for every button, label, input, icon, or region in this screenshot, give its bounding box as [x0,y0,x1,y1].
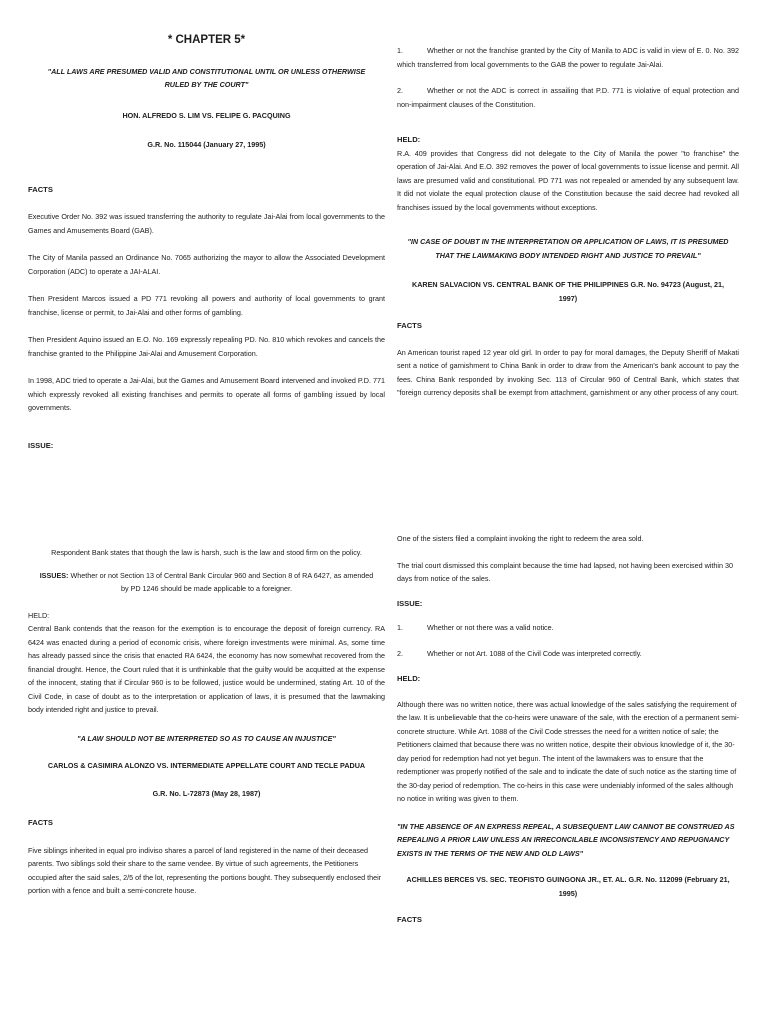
paragraph: In 1998, ADC tried to operate a Jai-Alai, but the Games and Amusement Board intervened and invoked P.D. 771 which expressly revoked all existing franchises and permits to operate all forms of gambling issued by local governments. [28,376,385,412]
held-heading: HELD: [28,610,50,620]
issue-number: 1. [397,46,403,55]
facts-heading: FACTS [28,818,53,827]
page-top-left [28,34,385,452]
case-title: ACHILLES BERCES VS. SEC. TEOFISTO GUINGONA JR., ET. AL. G.R. No. 112099 (February 21, 1995) [406,875,730,898]
paragraph: Then President Aquino issued an E.O. No. 169 expressly repealing PD. No. 810 which revokes and cancels the franchise granted to the Philippine Jai-Alai and Amusement Corporation. [28,335,385,358]
paragraph: Then President Marcos issued a PD 771 revoking all powers and authority of local governments to grant franchise, license or permit, to Jai-Alai and other forms of gambling. [28,294,385,317]
issue-item [397,44,739,71]
issue-item [397,84,739,111]
case-gr-number: G.R. No. 115044 (January 27, 1995) [147,140,266,149]
case-title: CARLOS & CASIMIRA ALONZO VS. INTERMEDIATE APPELLATE COURT AND TECLE PADUA [47,761,366,770]
paragraph: The City of Manila passed an Ordinance No. 7065 authorizing the mayor to allow the Associated Development Corporation (ADC) to operate a JAI-ALAI. [28,253,385,276]
facts-heading: FACTS [397,321,422,330]
page-bottom-right [397,532,739,927]
facts-heading: FACTS [28,184,53,194]
held-text: R.A. 409 provides that Congress did not delegate to the City of Manila the power "to franchise" the operation of Jai-Alai. And E.O. 392 removes the power of local governments to issue license and permit. All laws are presumed valid and constitutional. PD 771 was not repealed or amended by any subsequent law. It did not violate the equal protection clause of the Constitution because the said decree had revoked all franchises issued by the local governments without exceptions. [397,148,739,212]
issue-number: 2. [397,86,403,95]
issue-number: 2. [397,648,403,658]
issue-heading: ISSUE: [28,440,54,450]
legal-maxim: "ALL LAWS ARE PRESUMED VALID AND CONSTITUTIONAL UNTIL OR UNLESS OTHERWISE RULED BY THE COURT" [47,66,366,89]
legal-maxim: "A LAW SHOULD NOT BE INTERPRETED SO AS TO CAUSE AN INJUSTICE" [77,733,336,743]
issues-paragraph [36,569,377,596]
held-heading: HELD: [397,135,421,144]
held-text: Central Bank contends that the reason for the exemption is to encourage the deposit of foreign currency. RA 6424 was enacted during a period of economic crisis, where foreign investments were minimal. As, some time has already passed since the crisis that enacted RA 6424, the economy has now somewhat recovered from the financial drought. Hence, the Court ruled that it is unthinkable that the guilty would be acquitted at the expense of the innocent, stating that if Circular 960 is to be followed, justice would be undermined, stating Art. 10 of the Civil Code, in case of doubt as to the interpretation or application of laws, it is presumed that the lawmaking body intended right and justice to prevail. [28,624,385,714]
issues-heading: ISSUES: [39,570,69,580]
issue-text: Whether or not there was a valid notice. [427,623,554,632]
paragraph: The trial court dismissed this complaint because the time had lapsed, not having been exercised within 30 days from notice of the sales. [397,560,734,583]
case-gr-number: G.R. No. L-72873 (May 28, 1987) [152,788,261,798]
intro-text: Respondent Bank states that though the law is harsh, such is the law and stood firm on the policy. [51,548,362,557]
legal-maxim: "IN CASE OF DOUBT IN THE INTERPRETATION OR APPLICATION OF LAWS, IT IS PRESUMED THAT THE LAWMAKING BODY INTENDED RIGHT AND JUSTICE TO PREVAIL" [407,237,729,260]
facts-text: An American tourist raped 12 year old girl. In order to pay for moral damages, the Deputy Sheriff of Makati sent a notice of garnishment to China Bank in order to draw from the American's bank account to pay the fees. China Bank responded by invoking Sec. 113 of Circular 960 of Central Bank, which states that "foreign currency deposits shall be exempt from attachment, garnishment or any other process of any court. [397,347,739,397]
chapter-title: * CHAPTER 5* [167,34,246,46]
issue-text: Whether or not the franchise granted by the City of Manila to ADC is valid in view of E. 0. No. 392 which transferred from local governments to the GAB the power to regulate Jai-Alai. [397,46,739,69]
legal-maxim: "IN THE ABSENCE OF AN EXPRESS REPEAL, A SUBSEQUENT LAW CANNOT BE CONSTRUED AS REPEALING A PRIOR LAW UNLESS AN IRRECONCILABLE INCONSISTENCY AND REPUGNANCY EXISTS IN THE TERMS OF THE NEW AND OLD LAWS" [397,821,735,858]
page-top-right [397,44,739,400]
case-title: KAREN SALVACION VS. CENTRAL BANK OF THE PHILIPPINES G.R. No. 94723 (August, 21, 1997) [412,280,724,303]
facts-heading: FACTS [397,915,422,924]
held-text: Although there was no written notice, there was actual knowledge of the sales satisfying the requirement of the law. It is unbelievable that the co-heirs were unaware of the sale, with the erection of a permanent semi-concrete structure. While Art. 1088 of the Civil Code stresses the need for a written notice of sale; the Petitioners claimed that because there was no written notice, despite their obvious knowledge of it, the 30-day period for redemption had not yet begun. The intent of the lawmakers was to ensure that the redemptioner was properly notified of the sale and to indicate the date of such notice as the starting time of the 30-day period of redemption. The co-heirs in this case were undeniably informed of the sales although no notice in writing was given to them. [397,699,739,803]
issue-number: 1. [397,623,403,632]
paragraph: Executive Order No. 392 was issued transferring the authority to regulate Jai-Alai from local governments to the Games and Amusements Board (GAB). [28,212,385,235]
page-bottom-left [28,546,385,898]
issue-text: Whether or not Art. 1088 of the Civil Code was interpreted correctly. [427,648,642,658]
issue-text: Whether or not the ADC is correct in assailing that P.D. 771 is violative of equal protection and non-impairment clauses of the Constitution. [397,86,739,109]
facts-text: Five siblings inherited in equal pro indiviso shares a parcel of land registered in the name of their deceased parents. Two siblings sold their share to the same vendee. By virtue of such agreements, the Petitioners occupied after the said sales, 2/5 of the lot, representing the portions bought. They subsequently enclosed their portion with a fence and built a semi-concrete house. [28,845,382,895]
issue-item [397,621,739,635]
issue-item [397,647,739,661]
issue-heading: ISSUE: [397,598,423,608]
held-heading: HELD: [397,674,421,683]
paragraph: One of the sisters filed a complaint invoking the right to redeem the area sold. [397,534,644,543]
case-title: HON. ALFREDO S. LIM VS. FELIPE G. PACQUING [122,110,291,120]
issues-text: Whether or not Section 13 of Central Bank Circular 960 and Section 8 of RA 6427, as amended by PD 1246 should be made applicable to a foreigner. [68,570,374,593]
